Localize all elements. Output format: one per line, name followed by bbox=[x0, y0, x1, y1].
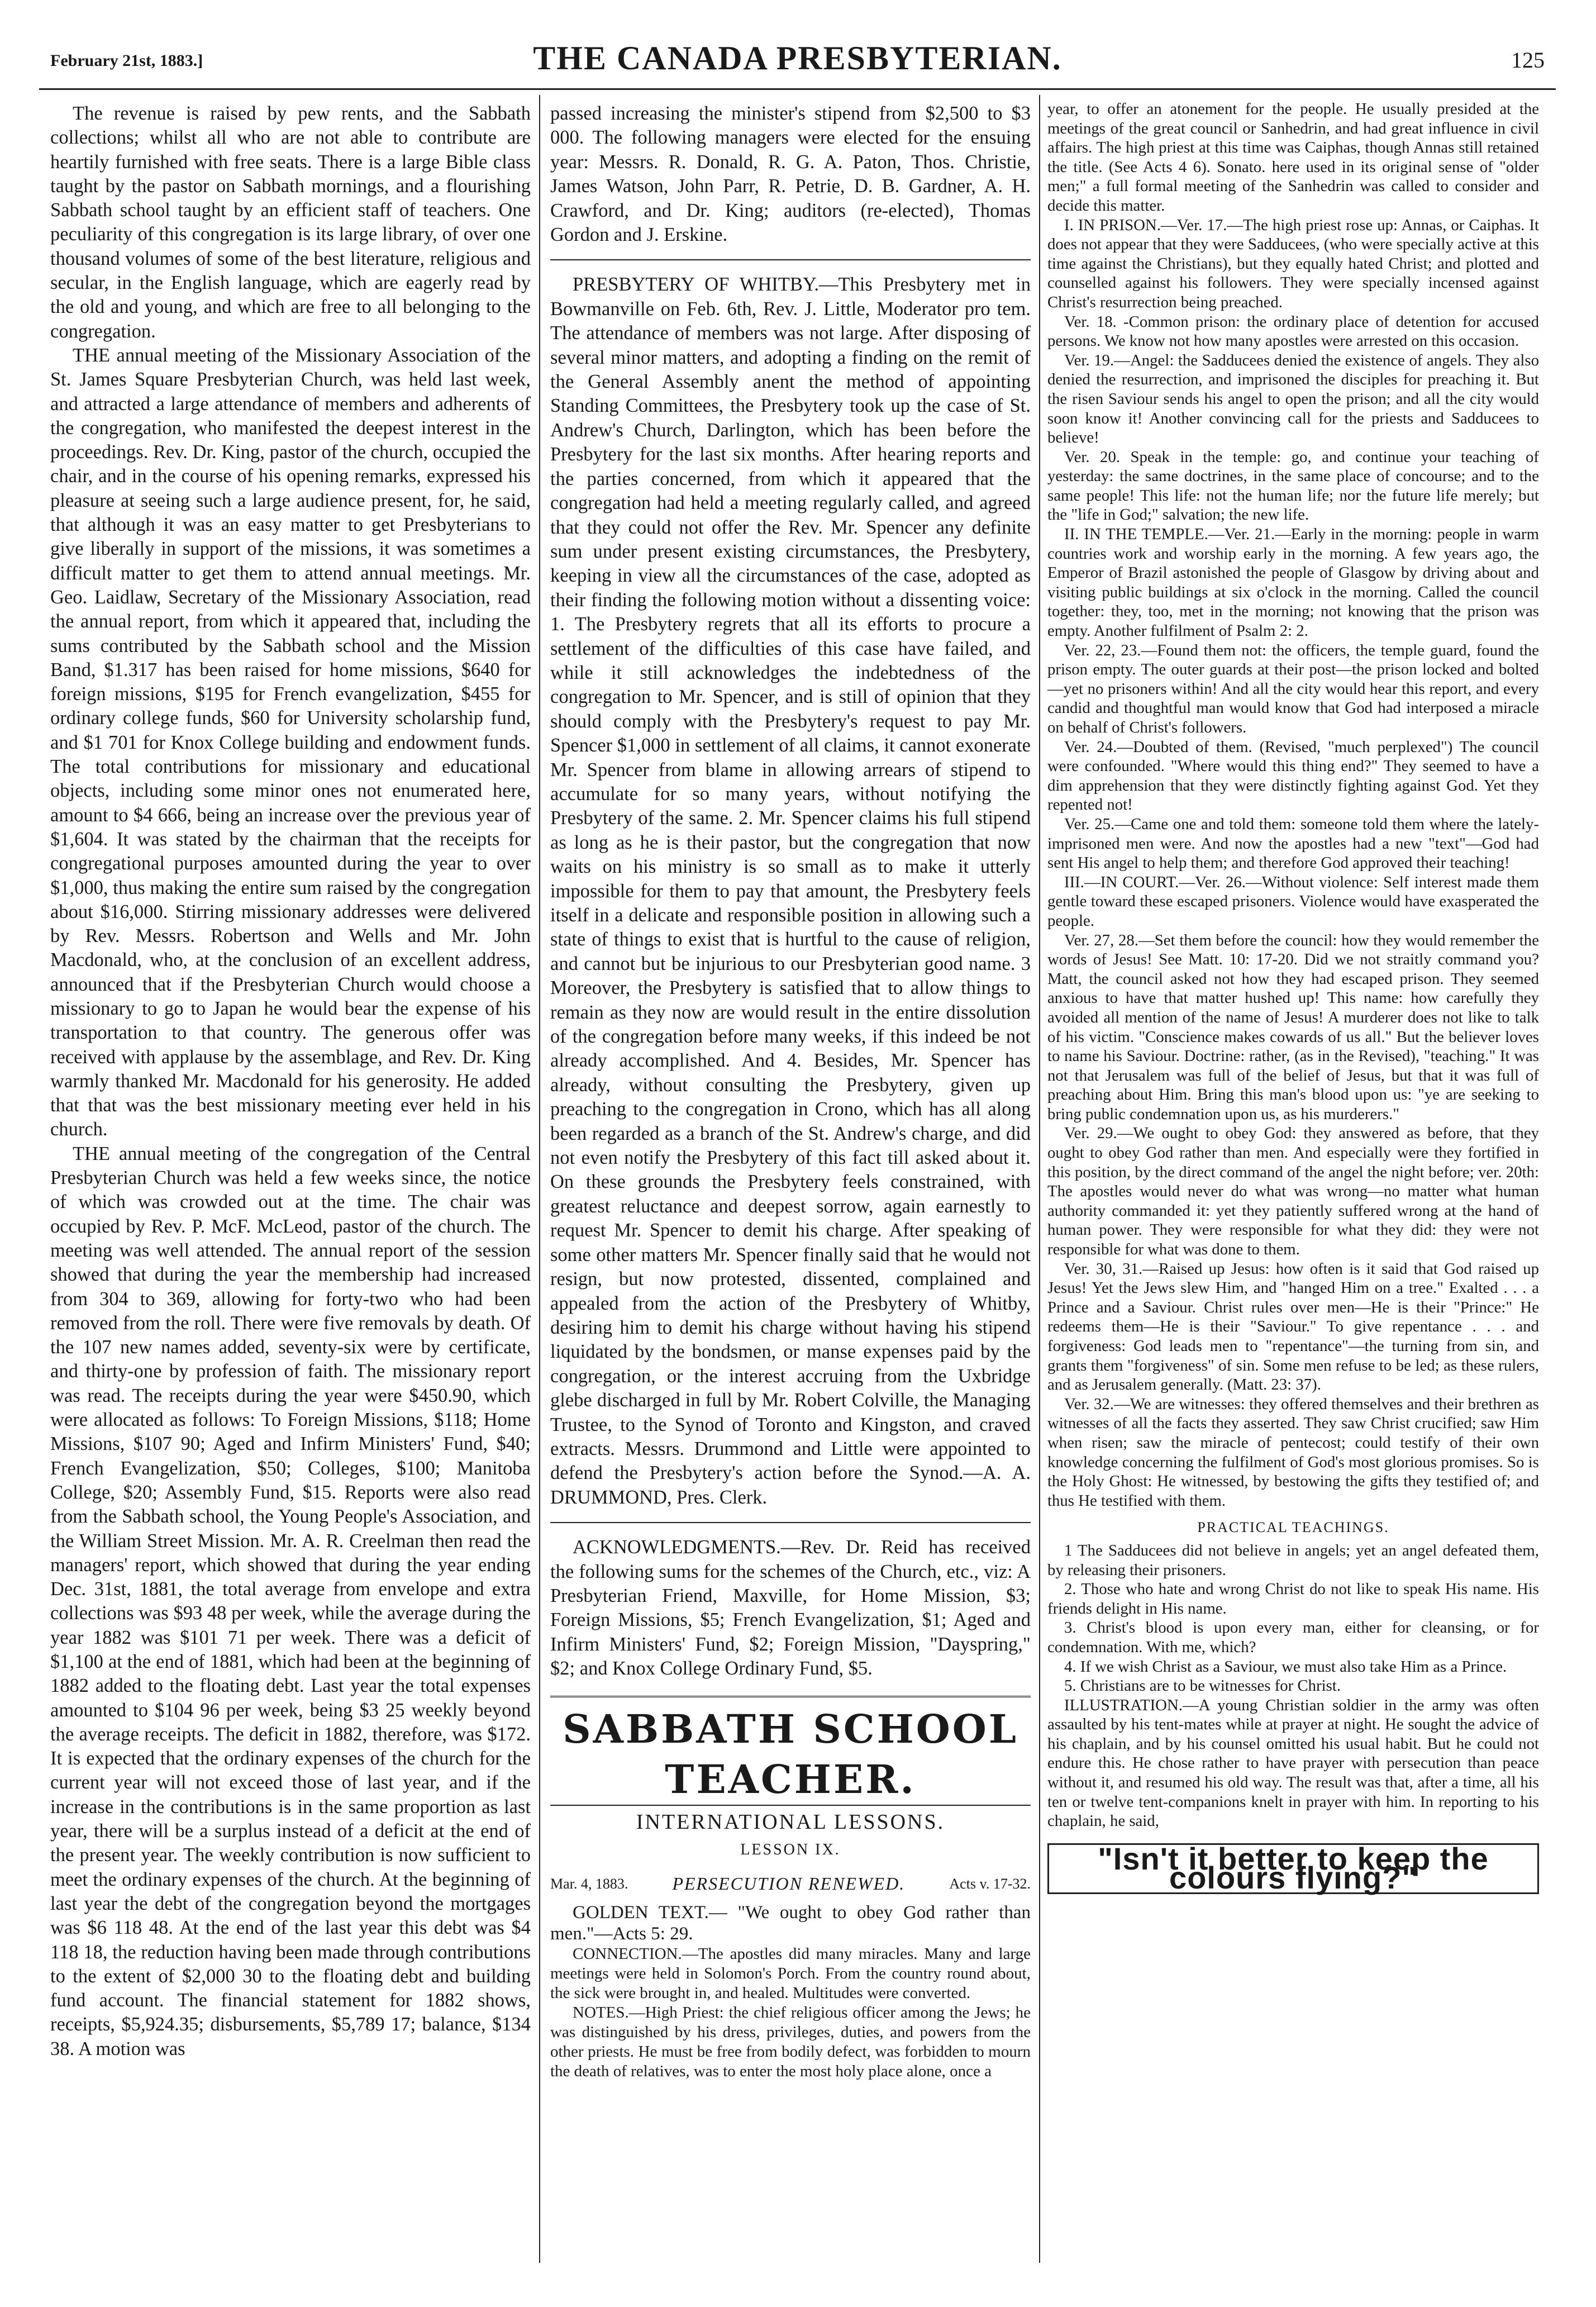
divider bbox=[550, 1522, 1031, 1523]
in-the-temple-note: II. IN THE TEMPLE.—Ver. 21.—Early in the morning: people in warm countries work and worship early in the morning. A few years ago, the Emperor of Brazil astonished the people of Glasgow by driving about and visiting public buildings at six o'clock in the morning. Called the council together: they, too, met in the morning; not knowing that the prison was empty. Another fulfilment of Psalm 2: 2. bbox=[1047, 525, 1539, 640]
international-lessons-heading: INTERNATIONAL LESSONS. bbox=[636, 1810, 945, 1834]
teaching-5: 5. Christians are to be witnesses for Christ. bbox=[1064, 1677, 1341, 1695]
missionary-association-article: THE annual meeting of the Missionary Association of the St. James Square Presbyterian Church, was held last week, and attracted a large attendance of members and adherents of the congregation, who manifested the deepest interest in the proceedings. Rev. Dr. King, pastor of the church, occupied the chair, and in the course of his opening remarks, expressed his pleasure at seeing such a large audience present, for, he said, that although it was an easy matter to get Presbyterians to give liberally in support of the missions, it was sometimes a difficult matter to get them to attend annual meetings. Mr. Geo. Laidlaw, Secretary of the Missionary Association, read the annual report, from which it appeared that, including the sums contributed by the Sabbath school and the Mission Band, $1.317 has been raised for home missions, $640 for foreign missions, $195 for French evangelization, $455 for ordinary college funds, $60 for University scholarship fund, and $1 701 for Knox College building and endowment funds. The total contributions for missionary and educational objects, including some minor ones not enumerated here, amount to $4 666, being an increase over the previous year of $1,604. It was stated by the chairman that the receipts for congregational purposes amounted during the year to over $1,000, thus making the entire sum raised by the congregation about $16,000. Stirring missionary addresses were delivered by Rev. Messrs. Robertson and Wells and Mr. John Macdonald, who, at the conclusion of an excellent address, announced that if the Presbyterian Church would choose a missionary to go to Japan he would bear the expense of his transportation to that country. The generous offer was received with applause by the assemblage, and Rev. Dr. King warmly thanked Mr. Macdonald for his generosity. He added that that was the best missionary meeting ever held in his church. bbox=[50, 344, 531, 1140]
header-rule bbox=[39, 88, 1556, 90]
teaching-1: 1 The Sadducees did not believe in angels; yet an angel defeated them, by releasing their prisoners. bbox=[1047, 1541, 1539, 1579]
revenue-paragraph: The revenue is raised by pew rents, and the Sabbath collections; whilst all who are not able to contribute are heartily furnished with free seats. There is a large Bible class taught by the pastor on Sabbath mornings, and a flourishing Sabbath school taught by an efficient staff of teachers. One peculiarity of this congregation is its large library, of over one thousand volumes of some of the best literature, religious and secular, in the English language, which are eagerly read by the old and young, and which are free to all belonging to the congregation. bbox=[50, 103, 531, 342]
connection-paragraph: CONNECTION.—The apostles did many miracles. Many and large meetings were held in Solomon's Porch. From the country round about, the sick were brought in, and healed. Multitudes were converted. bbox=[550, 1944, 1031, 2002]
column-2 bbox=[550, 102, 1031, 2081]
verse-18-note: Ver. 18. -Common prison: the ordinary place of detention for accused persons. We know not how many apostles were arrested on this occasion. bbox=[1047, 312, 1539, 350]
practical-teachings-heading: PRACTICAL TEACHINGS. bbox=[1197, 1519, 1389, 1536]
colours-flying-banner: "Isn't it better to keep the colours flying?" bbox=[1047, 1843, 1539, 1894]
presbytery-whitby-article: PRESBYTERY OF WHITBY.—This Presbytery met in Bowmanville on Feb. 6th, Rev. J. Little, Moderator pro tem. The attendance of members was not large. After disposing of several minor matters, and adopting a finding on the remit of the General Assembly anent the method of appointing Standing Committees, the Presbytery took up the case of St. Andrew's Church, Darlington, which has been before the Presbytery for the last six months. After hearing reports and the parties concerned, from which it appeared that the congregation had held a meeting regularly called, and agreed that they could not offer the Rev. Mr. Spencer any definite sum under present existing circumstances, the Presbytery, keeping in view all the circumstances of the case, adopted as their finding the following motion without a dissenting voice: 1. The Presbytery regrets that all its efforts to procure a settlement of the difficulties of this case have failed, and while it still acknowledges the indebtedness of the congregation to Mr. Spencer, and is still of opinion that they should comply with the Presbytery's request to pay Mr. Spencer $1,000 in settlement of all claims, it cannot exonerate Mr. Spencer from blame in allowing arrears of stipend to accumulate for so many years, without notifying the Presbytery of the same. 2. Mr. Spencer claims his full stipend as long as he is their pastor, but the congregation that now waits on his ministry is so small as to make it utterly impossible for them to pay that amount, the Presbytery feels itself in a delicate and responsible position in allowing such a state of things to exist that is hurtful to the cause of religion, and cannot but be injurious to our Presbyterian good name. 3 Moreover, the Presbytery is satisfied that to allow things to remain as they now are would result in the entire dissolution of the congregation before many weeks, if this indeed be not already accomplished. And 4. Besides, Mr. Spencer has already, without consulting the Presbytery, given up preaching to the congregation in Crono, which has all along been regarded as a branch of the St. Andrew's charge, and did not even notify the Presbytery of this fact till asked about it. On these grounds the Presbytery feels constrained, with greatest reluctance and deepest sorrow, again earnestly to request Mr. Spencer to demit his charge. After speaking of some other matters Mr. Spencer finally said that he would not resign, but now protested, dissented, complained and appealed from the action of the Presbytery of Whitby, desiring him to demit his charge without having his stipend liquidated by the bondsmen, or manse expenses paid by the congregation, or the interest accruing from the Uxbridge glebe discharged in full by Mr. Robert Colville, the Managing Trustee, to the Synod of Toronto and Kingston, and craved extracts. Messrs. Drummond and Little were appointed to defend the Presbytery's action before the Synod.—A. A. DRUMMOND, Pres. Clerk. bbox=[550, 274, 1031, 1508]
lesson-title-row bbox=[550, 1872, 1031, 1896]
teaching-3: 3. Christ's blood is upon every man, either for cleansing, or for condemnation. With me, which? bbox=[1047, 1619, 1539, 1656]
verse-24-note: Ver. 24.—Doubted of them. (Revised, "much perplexed") The council were confounded. "Where would this thing end?" They seemed to have a dim apprehension that they were distinctly fighting against God. Yet they repented not! bbox=[1047, 738, 1539, 814]
verse-20-note: Ver. 20. Speak in the temple: go, and continue your teaching of yesterday: the same doctrines, in the same place of concourse; and to the same people! This life: not the human life; nor the future life merely; but the "life in God;" salvation; the new life. bbox=[1047, 448, 1539, 524]
managers-paragraph: passed increasing the minister's stipend from $2,500 to $3 000. The following managers were elected for the ensuing year: Messrs. R. Donald, R. G. A. Paton, Thos. Christie, James Watson, John Parr, R. Petrie, D. B. Gardner, A. H. Crawford, and Dr. King; auditors (re-elected), Thomas Gordon and J. Erskine. bbox=[550, 103, 1031, 246]
sabbath-school-section bbox=[550, 1696, 1031, 1806]
verse-25-note: Ver. 25.—Came one and told them: someone told them where the lately-imprisoned men were. And now the apostles had a new "text"—God had sent His angel to help them; and therefore God approved their teaching! bbox=[1047, 815, 1539, 872]
verse-29-note: Ver. 29.—We ought to obey God: they answered as before, that they ought to obey God rather than men. And especially were they fortified in this position, by the direct command of the angel the night before; ver. 20th: The apostles would never do what was wrong—no matter what human authority commanded it: yet they patiently suffered wrong at the hand of human power. They were responsible for what they did: they were not responsible for what was done to them. bbox=[1047, 1124, 1539, 1259]
column-rule-2 bbox=[1039, 95, 1040, 2263]
masthead-title: THE CANADA PRESBYTERIAN. bbox=[533, 40, 1062, 77]
central-church-article: THE annual meeting of the congregation of the Central Presbyterian Church was held a few weeks since, the notice of which was crowded out at the time. The chair was occupied by Rev. P. McF. McLeod, pastor of the church. The meeting was well attended. The annual report of the session showed that during the year the membership had increased from 304 to 369, allowing for forty-two who had been removed from the roll. There were five removals by death. Of the 107 new names added, seventy-six were by certificate, and thirty-one by profession of faith. The missionary report was read. The receipts during the year were $450.90, which were allocated as follows: To Foreign Missions, $118; Home Missions, $107 90; Aged and Infirm Ministers' Fund, $40; French Evangelization, $50; Colleges, $100; Manitoba College, $20; Assembly Fund, $15. Reports were also read from the Sabbath school, the Young People's Association, and the William Street Mission. Mr. A. R. Creelman then read the managers' report, which showed that during the year ending Dec. 31st, 1881, the total average from envelope and extra collections was $93 48 per week, while the average during the year 1882 was $101 71 per week. There was a deficit of $1,100 at the end of 1881, which had been at the beginning of 1882 added to the floating debt. Last year the total expenses amounted to $104 96 per week, being $3 25 weekly beyond the average receipts. The deficit in 1882, therefore, was $172. It is expected that the ordinary expenses of the church for the current year will not exceed those of last year, and if the increase in the contributions is in the same proportion as last year, there will be a surplus instead of a deficit at the end of the present year. The weekly contribution is now sufficient to meet the ordinary expenses of the church. At the beginning of last year the debt of the congregation beyond the mortgages was $6 118 48. At the end of the last year this debt was $4 118 18, the reduction having been made through contributions to the extent of $2,000 30 to the floating debt and building fund account. The financial statement for 1882 shows, receipts, $5,924.35; disbursements, $5,789 17; balance, $134 38. A motion was bbox=[50, 1143, 531, 2059]
notes-continued: year, to offer an atonement for the people. He usually presided at the meetings of the great council or Sanhedrin, and had great influence in civil affairs. The high priest at this time was Caiphas, though Annas still retained the title. (See Acts 4 6). Sonato. here used in its original sense of "older men;" a full formal meeting of the Sanhedrin was called to consider and decide this matter. bbox=[1047, 100, 1539, 215]
verse-32-note: Ver. 32.—We are witnesses: they offered themselves and their brethren as witnesses of all the facts they asserted. They saw Christ crucified; saw Him when risen; saw the miracle of pentecost; could testify of their own knowledge concerning the fulfilment of God's most glorious promises. So is the Holy Ghost: He witnessed, by bestowing the gifts they testified of; and thus He testified with them. bbox=[1047, 1395, 1539, 1510]
column-rule-1 bbox=[539, 95, 540, 2263]
page-header bbox=[39, 39, 1556, 79]
column-1 bbox=[50, 102, 531, 2061]
page-number: 125 bbox=[1511, 47, 1545, 73]
verse-22-note: Ver. 22, 23.—Found them not: the officers, the temple guard, found the prison empty. The outer guards at their post—the prison locked and bolted—yet no prisoners within! And all the city would hear this report, and every candid and thoughtful man would know that God had interposed a miracle on behalf of Christ's followers. bbox=[1047, 641, 1539, 736]
in-prison-note: I. IN PRISON.—Ver. 17.—The high priest rose up: Annas, or Caiphas. It does not appear that they were Sadducees, (who were specially active at this time against the Christians), but they equally hated Christ; and plotted and counselled against his followers. They were specially incensed against Christ's resurrection being preached. bbox=[1047, 216, 1539, 311]
golden-text: GOLDEN TEXT.— "We ought to obey God rather than men."—Acts 5: 29. bbox=[550, 1902, 1031, 1944]
verse-30-note: Ver. 30, 31.—Raised up Jesus: how often is it said that God raised up Jesus! Yet the Jews slew Him, and "hanged Him on a tree." Exalted . . . a Prince and a Saviour. Christ rules over men—He is their "Prince:" He redeems them—He is their "Saviour." To give repentance . . . and forgiveness: God leads men to "repentance"—the turning from sin, and grants them "forgiveness" of sin. Some men refuse to be led; as these rulers, and as Jerusalem generally. (Matt. 23: 37). bbox=[1047, 1259, 1539, 1394]
in-court-note: III.—IN COURT.—Ver. 26.—Without violence: Self interest made them gentle toward these escaped prisoners. Violence would have exasperated the people. bbox=[1047, 873, 1539, 930]
lesson-number: LESSON IX. bbox=[740, 1841, 841, 1858]
notes-paragraph: NOTES.—High Priest: the chief religious officer among the Jews; he was distinguished by his dress, privileges, duties, and powers from the other priests. He must be free from bodily defect, was forbidden to mourn the death of relatives, was to enter the most holy place alone, once a bbox=[550, 2003, 1031, 2080]
teaching-2: 2. Those who hate and wrong Christ do not like to speak His name. His friends delight in His name. bbox=[1047, 1580, 1539, 1618]
verse-19-note: Ver. 19.—Angel: the Sadducees denied the existence of angels. They also denied the resurrection, and imprisoned the disciples for preaching it. But the risen Saviour sends his angel to open the prison; and all the city would soon know it! Another convincing call for the priests and Sadducees to believe! bbox=[1047, 351, 1539, 447]
divider bbox=[550, 259, 1031, 260]
lesson-title: PERSECUTION RENEWED. bbox=[672, 1873, 906, 1894]
verse-27-note: Ver. 27, 28.—Set them before the council: how they would remember the words of Jesus! See Matt. 10: 17-20. Did we not straitly command you? Matt, the council asked not how they had escaped prison. They seemed anxious to have that matter hushed up! This name: how carefully they avoided all mention of the name of Jesus! A murderer does not like to talk of his victim. "Conscience makes cowards of us all." But the believer loves to name his Saviour. Doctrine: rather, (as in the Revised), "teaching." It was not that Jerusalem was full of the belief of Jesus, but that it was full of preaching about Him. Bring this man's blood upon us: "ye are seeking to bring public condemnation upon us, as his murderers." bbox=[1047, 931, 1539, 1123]
issue-date: February 21st, 1883.] bbox=[50, 51, 203, 70]
illustration-paragraph: ILLUSTRATION.—A young Christian soldier in the army was often assaulted by his tent-mates while at prayer at night. He sought the advice of his chaplain, and by his counsel omitted his usual habit. But he could not endure this. He chose rather to have prayer with persecution than peace without it, and resumed his old way. The result was that, after a time, all his ten or twelve tent-companions knelt in prayer with him. In reporting to his chaplain, he said, bbox=[1047, 1696, 1539, 1830]
acknowledgments-article: ACKNOWLEDGMENTS.—Rev. Dr. Reid has received the following sums for the schemes of the Church, etc., viz: A Presbyterian Friend, Maxville, for Home Mission, $3; Foreign Missions, $5; French Evangelization, $1; Aged and Infirm Ministers' Fund, $2; Foreign Mission, "Dayspring," $2; and Knox College Ordinary Fund, $5. bbox=[550, 1537, 1031, 1680]
teaching-4: 4. If we wish Christ as a Saviour, we must also take Him as a Prince. bbox=[1064, 1657, 1507, 1676]
lesson-date: Mar. 4, 1883. bbox=[550, 1876, 628, 1892]
column-3 bbox=[1047, 99, 1539, 1894]
lesson-reference: Acts v. 17-32. bbox=[949, 1876, 1031, 1892]
sabbath-school-heading: SABBATH SCHOOL TEACHER. bbox=[563, 1705, 1018, 1802]
